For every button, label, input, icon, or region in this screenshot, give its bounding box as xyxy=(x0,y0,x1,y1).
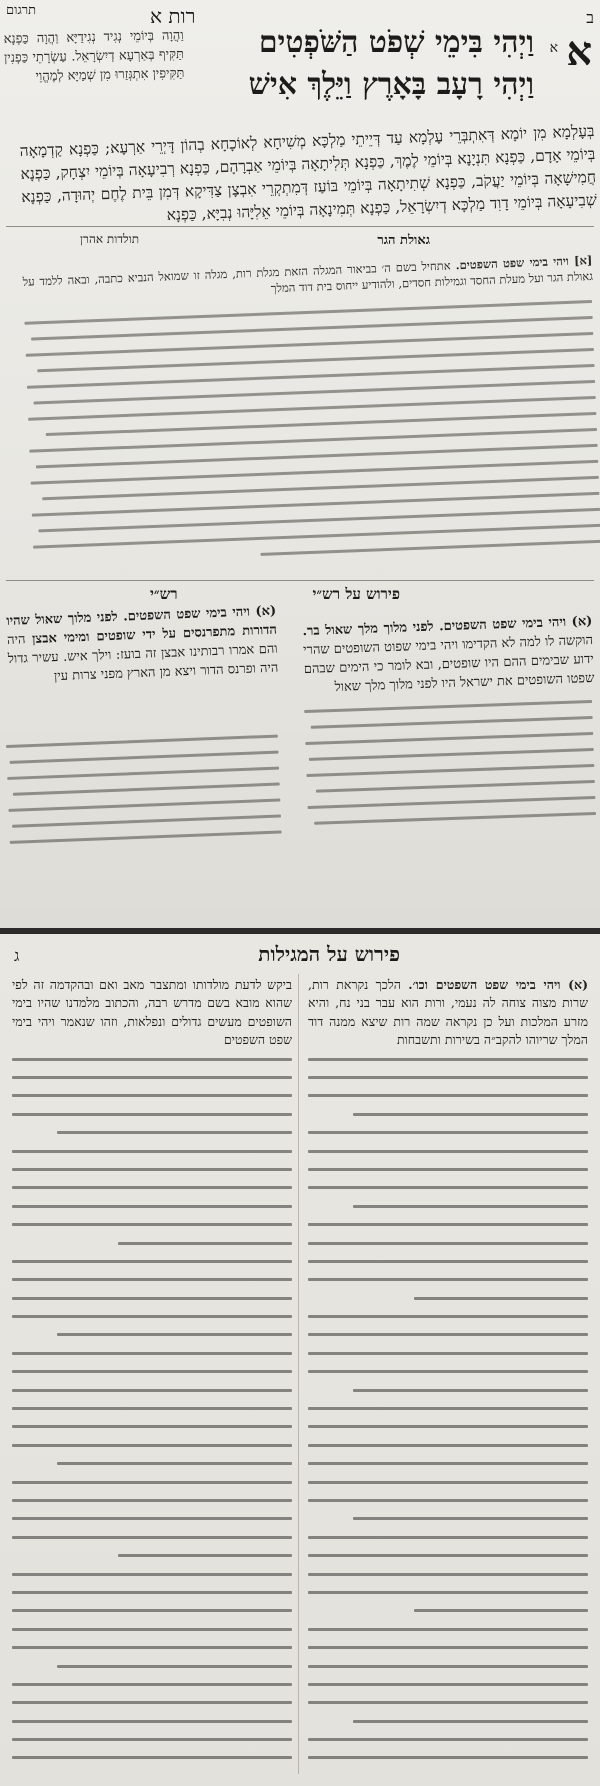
commentary-text: הלכך נקראת רות, שרות מצוה צוחה לה נעמי, ורות הוא עבר בני נח, והיא מזרע המלכות ועל כן נקראה שמה רות שיצא ממנה דוד המלך שריוהו להקב״ה בשירות ותשבחות xyxy=(308,977,588,1048)
verse-block xyxy=(192,22,592,106)
verse-number: א xyxy=(549,40,558,56)
commentary-text: היה והם אמרו רבותינו אבצן זה בועז: וילך איש. עשיר גדול היה ופרנס הדור ויצא מן הארץ מפני צרות עין xyxy=(6,632,279,685)
targum-side-column: וַהֲוָה בְּיוֹמֵי נְגִיד נְגִידַיָּא וַהֲוָה כַּפְנָא תַּקִּיף בְּאַרְעָא דְיִשְׂרָאֵל. עַשְׂרָתֵי כַּפְנִין תַּקִּיפִין אִתְגְּזַרוּ מִן שְׁמַיָּא לְמֶהֱוֵי xyxy=(3,28,185,85)
notes-label: [א] ויהי בימי שפט השפטים. xyxy=(455,252,593,273)
column-divider xyxy=(298,974,299,1774)
dense-text-lines xyxy=(6,735,282,857)
targum-text: בְּעָלְמָא מִן יוֹמָא דְּאִתְבְּרֵי עָלְמָא עַד דְּיֵיתֵי מַלְכָּא מְשִׁיחָא לְאוֹכָחָא בְהוֹן דָּיְרֵי אַרְעָא; כַּפְנָא קַדְמָאָה בְּיוֹמֵי אָדָם, כַּפְנָא תִּנְיָנָא בְּיוֹמֵי לֶמֶךְ, כַּפְנָא תְּלִיתָאָה בְּיוֹמֵי אַבְרָהָם, כַּפְנָא רְבִיעָאָה בְּיוֹמֵי יִצְחָק, כַּפְנָא חֲמִישָׁאָה בְּיוֹמֵי יַעֲקֹב, כַּפְנָא שְׁתִיתָאָה בְּיוֹמֵי בּוֹעַז דְּמִתְקְרֵי אִבְצָן צַדִּיקָא דְּמִן בֵּית לֶחֶם יְהוּדָה, כַּפְנָא שְׁבִיעָאָה בְּיוֹמֵי דָוִד מַלְכָּא דְיִשְׂרָאֵל, כַּפְנָא תְּמִינָאָה בְּיוֹמֵי אֵלִיָּהוּ נְבִיָּא, כַּפְנָא xyxy=(19,121,598,224)
notes-text-block xyxy=(22,252,593,306)
commentary-text: ביקש לדעת מולדותו ומתצבר מאב ואם ובהקדמה זה לפי שהוא מובא בשם מדרש רבה, והכתוב מלמדנו שהיו בימי השופטים מעשים גדולים ונפלאות, וזהו שנאמר ויהי בימי שפט השפטים xyxy=(12,977,292,1048)
commentary-column-left xyxy=(6,602,279,688)
commentary-text: הוקשה לו למה לא הקדימו ויהי בימי שפוט השופטים שהרי ידוע שבימים ההם היו שופטים, ובא לומר כי הימים שבהם שפטו השופטים את ישראל היו לפני מלוך מלך שאול xyxy=(302,632,595,696)
commentary-lead: (א) ויהי בימי שפט השפטים וכו׳. xyxy=(408,977,588,992)
dense-text-lines xyxy=(12,1058,292,1760)
verse-line: וַיְהִי רָעָב בָּאָרֶץ וַיֵּלֶךְ אִישׁ xyxy=(248,67,534,102)
page-heading: פירוש על המגילות xyxy=(258,942,400,966)
dense-text-lines xyxy=(308,1058,588,1760)
side-column-label: תרגום xyxy=(6,3,37,18)
section-heading: תולדות אהרן xyxy=(80,232,140,246)
chapter-letter: א xyxy=(566,28,592,75)
divider xyxy=(6,580,594,581)
verse-line: וַיְהִי בִּימֵי שְׁפֹט הַשֹּׁפְטִים xyxy=(258,25,534,60)
commentary-heading: רש״י xyxy=(150,585,178,603)
page-header xyxy=(0,940,600,970)
commentary-column-right xyxy=(308,976,588,1775)
divider xyxy=(6,226,594,227)
page-letter: ב xyxy=(586,8,594,27)
dense-text-lines xyxy=(304,700,596,838)
commentary-heading: פירוש על רש״י xyxy=(312,585,400,603)
commentary-column-right xyxy=(302,612,594,698)
section-headings xyxy=(0,230,600,252)
commentary-lead: (א) ויהי בימי שפט השפטים. לפני מלוך מלך שאול בר. xyxy=(302,613,593,640)
running-title: רות א xyxy=(150,4,196,28)
notes-text: אתחיל בשם ה׳ בביאור המגלה הזאת מגלת רות, מגלה זו שמואל הנביא כתבה, ובאה ללמד על גאולת הגר ועל מעלת החסד וגמילות חסדים, ולהודיע ייחוס בית דוד המלך xyxy=(22,258,594,296)
commentary-column-left xyxy=(12,976,292,1775)
section-heading: גאולת הגר xyxy=(377,233,430,248)
lower-page xyxy=(0,934,600,1786)
commentary-lead: (א) ויהי בימי שפט השפטים. לפני מלוך שאול שהיו הדורות מתפרנסים על ידי שופטים ומימי אבצן xyxy=(6,603,278,648)
commentary-headings xyxy=(0,585,600,609)
dense-text-lines xyxy=(24,300,600,578)
page-letter: ג xyxy=(14,946,20,965)
